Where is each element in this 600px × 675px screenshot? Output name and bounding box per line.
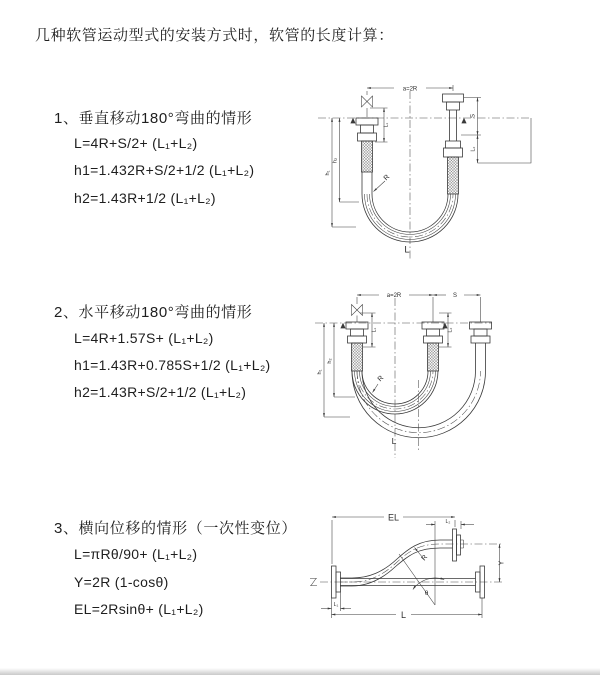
dim-label-span: a=2R <box>386 293 402 300</box>
diagram-lateral-displacement <box>300 502 590 647</box>
centerlines <box>310 544 502 586</box>
centerlines <box>318 91 531 261</box>
dim-label-s: S <box>452 293 458 300</box>
dim-el <box>332 513 455 565</box>
right-pipe-fitting <box>470 322 492 371</box>
middle-pipe-fitting <box>422 322 444 371</box>
section-1-formula-h2: h2=1.43R+1/2 (L₁+L₂) <box>74 190 216 206</box>
section-2-formula-h1: h1=1.43R+0.785S+1/2 (L₁+L₂) <box>74 357 271 373</box>
radius-callout <box>373 375 386 393</box>
dim-label-y: Y <box>498 560 506 566</box>
radius-callout <box>415 548 430 563</box>
dim-label-span: a=2R <box>402 86 418 93</box>
braided-hose-middle <box>428 343 439 371</box>
dim-label-r: R <box>376 374 386 384</box>
dim-label-l1: L₁ <box>371 327 378 333</box>
dim-label-l1: L₁ <box>383 122 390 128</box>
upper-flange <box>453 529 464 561</box>
section-3-formula-L: L=πRθ/90+ (L₁+L₂) <box>74 546 198 562</box>
dim-span <box>357 293 481 322</box>
dim-l1 <box>360 313 378 347</box>
dim-h2 <box>333 118 360 202</box>
dim-label-h2: h₂ <box>332 157 339 164</box>
section-2-formula-L: L=4R+1.57S+ (L₁+L₂) <box>74 330 214 346</box>
diagram-vertical-180-bend <box>310 75 570 270</box>
centerlines <box>315 298 492 458</box>
dim-label-l-bottom: L <box>391 436 397 446</box>
dim-label-s: S <box>470 113 477 119</box>
dim-label-l2: L₂ <box>447 327 454 333</box>
dim-l2 <box>426 519 474 529</box>
section-3-formula-EL: EL=2Rsinθ+ (L₁+L₂) <box>74 601 204 617</box>
dim-l <box>332 598 483 620</box>
dim-label-theta: θ <box>424 590 429 597</box>
dim-y <box>499 544 506 582</box>
dim-label-r: R <box>420 553 430 563</box>
dim-label-l-bottom: L <box>404 244 410 256</box>
angle-construction <box>399 521 444 605</box>
section-3-heading: 3、横向位移的情形（一次性变位） <box>54 520 297 537</box>
dim-h1 <box>325 118 356 227</box>
dim-label-h2: h₂ <box>327 358 333 364</box>
valve-icon <box>362 96 373 107</box>
dim-l2 <box>471 135 478 163</box>
page-title: 几种软管运动型式的安装方式时，软管的长度计算： <box>35 27 394 44</box>
section-1-heading: 1、垂直移动180°弯曲的情形 <box>54 110 253 127</box>
dim-label-l1: L₁ <box>333 602 339 608</box>
braided-hose-right <box>448 157 459 194</box>
braided-hose-left <box>352 343 363 371</box>
section-2-heading: 2、水平移动180°弯曲的情形 <box>54 304 253 321</box>
left-pipe-fitting <box>356 118 378 172</box>
right-pipe-fitting <box>443 94 464 194</box>
diagram-horizontal-180-bend <box>310 280 570 465</box>
dim-l2 <box>439 313 454 347</box>
scan-edge-shadow <box>0 668 600 675</box>
dim-label-l2: L₂ <box>445 518 451 525</box>
braided-hose-left <box>362 141 373 172</box>
pipe-break-mark <box>310 579 317 586</box>
radius-callout <box>374 174 392 192</box>
dim-label-l: L <box>400 610 407 620</box>
dim-s <box>461 98 481 136</box>
section-1-formula-L: L=4R+S/2+ (L₁+L₂) <box>74 135 198 151</box>
left-pipe-fitting <box>346 322 368 371</box>
dim-label-el: EL <box>387 512 400 523</box>
dim-label-l2: L₂ <box>470 146 477 152</box>
dim-h1 <box>317 323 350 417</box>
section-2-formula-h2: h2=1.43R+S/2+1/2 (L₁+L₂) <box>74 384 247 400</box>
dim-label-h1: h₁ <box>325 170 331 176</box>
section-1-formula-h1: h1=1.432R+S/2+1/2 (L₁+L₂) <box>74 162 255 178</box>
dim-label-r: R <box>382 173 392 183</box>
dim-label-h1: h₁ <box>317 369 323 375</box>
section-3-formula-Y: Y=2R (1-cosθ) <box>74 574 169 590</box>
